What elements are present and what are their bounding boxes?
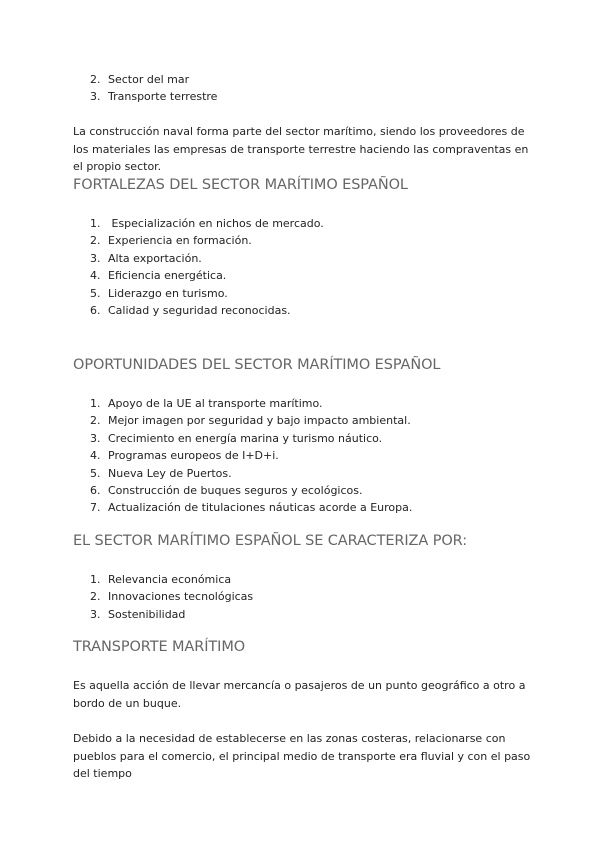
list-item [90, 215, 324, 232]
list-item-text: Transporte terrestre [108, 90, 218, 104]
list-item-text: Mejor imagen por seguridad y bajo impacto ambiental. [108, 414, 411, 428]
list-item-text: Nueva Ley de Puertos. [108, 466, 232, 480]
list-item-number: 3. [90, 431, 101, 445]
list-item [90, 395, 412, 412]
top-numbered-list [90, 71, 217, 106]
caracteriza-list [90, 571, 253, 623]
list-item [90, 499, 412, 516]
list-item-number: 2. [90, 414, 101, 428]
caracteriza-heading: EL SECTOR MARÍTIMO ESPAÑOL SE CARACTERIZA POR: [73, 533, 467, 549]
list-item-number: 6. [90, 483, 101, 497]
intro-paragraph: La construcción naval forma parte del sector marítimo, siendo los proveedores de los materiales las empresas de transporte terrestre haciendo las compraventas en el propio sector. [73, 125, 529, 174]
list-item-text: Liderazgo en turismo. [108, 286, 228, 300]
list-item-text: Sector del mar [108, 73, 190, 86]
list-item-number: 7. [90, 501, 101, 515]
list-item-text: Relevancia económica [108, 573, 232, 586]
list-item [90, 285, 324, 302]
transporte-paragraph-2: Debido a la necesidad de establecerse en las zonas costeras, relacionarse con pueblos para el comercio, el principal medio de transporte era fluvial y con el paso del tiempo [73, 732, 531, 781]
list-item [90, 465, 412, 482]
list-item-text: Apoyo de la UE al transporte marítimo. [108, 397, 323, 410]
list-item-text: Calidad y seguridad reconocidas. [108, 303, 291, 317]
list-item [90, 606, 253, 623]
fortalezas-heading: FORTALEZAS DEL SECTOR MARÍTIMO ESPAÑOL [73, 177, 408, 193]
list-item [90, 267, 324, 284]
list-item [90, 71, 217, 88]
list-item-number: 1. [90, 217, 101, 230]
list-item-number: 2. [90, 590, 101, 604]
list-item [90, 482, 412, 499]
list-item-text: Sostenibilidad [108, 607, 186, 621]
oportunidades-list [90, 395, 412, 517]
list-item-number: 3. [90, 251, 101, 265]
list-item [90, 88, 217, 105]
list-item-number: 5. [90, 286, 101, 300]
list-item-number: 1. [90, 573, 101, 586]
list-item-text: Experiencia en formación. [108, 234, 252, 248]
list-item-text: Eficiencia energética. [108, 269, 227, 283]
list-item-number: 4. [90, 449, 101, 463]
list-item-number: 3. [90, 90, 101, 104]
list-item-number: 5. [90, 466, 101, 480]
list-item-number: 2. [90, 73, 101, 86]
list-item-number: 1. [90, 397, 101, 410]
list-item-number: 3. [90, 607, 101, 621]
list-item [90, 302, 324, 319]
list-item-text: Programas europeos de I+D+i. [108, 449, 279, 463]
list-item [90, 571, 253, 588]
list-item-text: Innovaciones tecnológicas [108, 590, 254, 604]
list-item-text: Construcción de buques seguros y ecológicos. [108, 483, 363, 497]
list-item [90, 412, 412, 429]
list-item-text: Alta exportación. [108, 251, 202, 265]
list-item-text: Especialización en nichos de mercado. [108, 217, 324, 230]
transporte-heading: TRANSPORTE MARÍTIMO [73, 639, 246, 655]
list-item [90, 447, 412, 464]
oportunidades-heading: OPORTUNIDADES DEL SECTOR MARÍTIMO ESPAÑOL [73, 357, 441, 373]
list-item-number: 2. [90, 234, 101, 248]
list-item-text: Crecimiento en energía marina y turismo náutico. [108, 431, 383, 445]
list-item [90, 232, 324, 249]
list-item [90, 430, 412, 447]
list-item-number: 4. [90, 269, 101, 283]
list-item-text: Actualización de titulaciones náuticas acorde a Europa. [108, 501, 413, 515]
fortalezas-list [90, 215, 324, 319]
list-item [90, 250, 324, 267]
list-item [90, 588, 253, 605]
list-item-number: 6. [90, 303, 101, 317]
transporte-paragraph-1: Es aquella acción de llevar mercancía o pasajeros de un punto geográfico a otro a bordo de un buque. [73, 679, 526, 710]
